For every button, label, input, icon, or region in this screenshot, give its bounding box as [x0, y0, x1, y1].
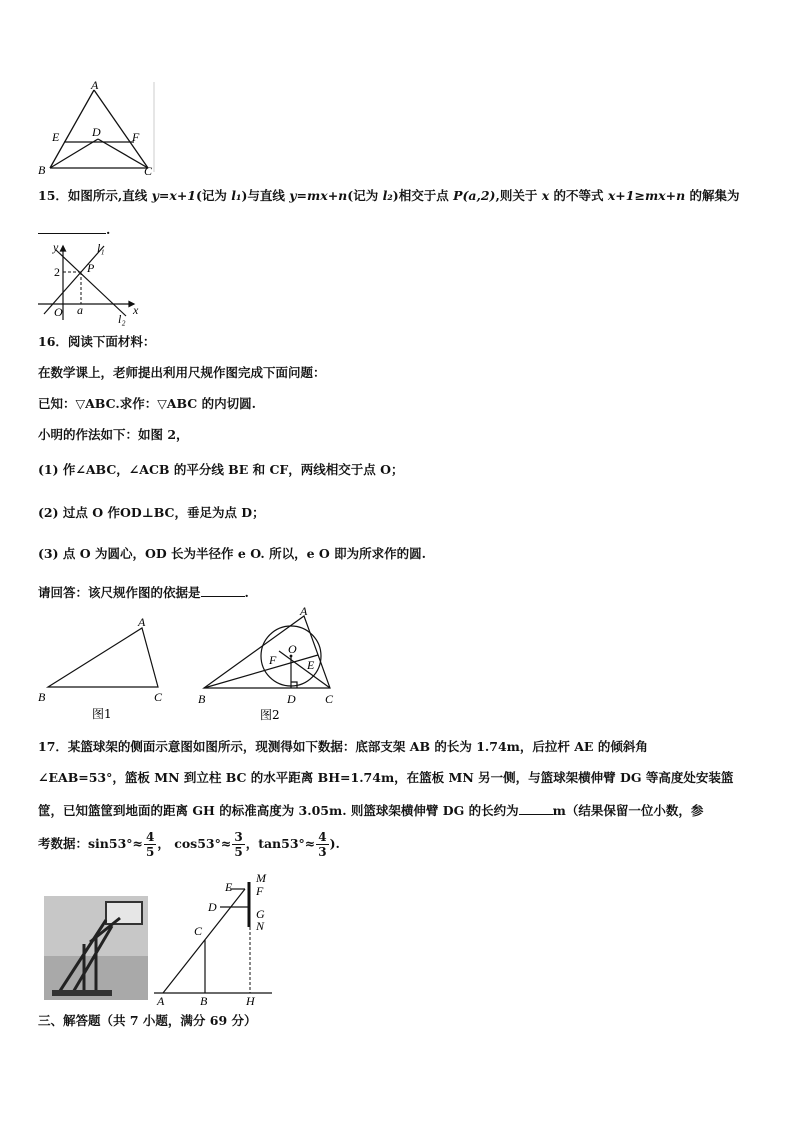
label-D: D	[92, 125, 101, 139]
q17-line4: 考数据：sin53°≈ $\frac{4}{5}$ ， cos53°≈ $\frac{3}{5}$ ，tan53°≈ $\frac{4}{3}$ ).	[38, 830, 340, 859]
fig1-label-C: C	[154, 690, 163, 704]
label-F: F	[132, 130, 140, 144]
fig2-label-A: A	[300, 606, 308, 618]
graph-label-l1: l₁	[97, 241, 105, 255]
diagram-label-D: D	[208, 900, 217, 914]
graph-label-l2: l₂	[118, 312, 126, 326]
diagram-label-G: G	[256, 907, 265, 921]
graph-label-y: y	[53, 240, 59, 254]
q16-ask: 请回答：该尺规作图的依据是 .	[38, 585, 249, 600]
cos-fraction: $\frac{3}{5}$	[234, 830, 243, 859]
fig2-label-B: B	[198, 692, 206, 706]
diagram-label-N: N	[256, 919, 265, 933]
fig2-label-D: D	[287, 692, 296, 706]
q15-graph	[34, 240, 144, 326]
diagram-label-E: E	[225, 880, 233, 894]
sin-fraction: $\frac{4}{5}$	[146, 830, 155, 859]
fig1-label-A: A	[138, 615, 146, 629]
diagram-label-H: H	[246, 994, 255, 1008]
photo-sketch	[44, 896, 148, 1000]
q16-line3: 已知：▽ABC.求作：▽ABC 的内切圆.	[38, 396, 256, 411]
q16-answer-blank[interactable]	[201, 584, 245, 597]
fig2-caption: 图2	[260, 708, 280, 722]
q17-line1: 17．某篮球架的侧面示意图如图所示，现测得如下数据：底部支架 AB 的长为 1.74m，后拉杆 AE 的倾斜角	[38, 739, 648, 754]
graph-label-x: x	[133, 303, 139, 317]
label-A: A	[91, 80, 99, 92]
graph-label-O: O	[54, 305, 63, 319]
q17-line3: 筐，已知篮筐到地面的距离 GH 的标准高度为 3.05m. 则篮球架横伸臂 DG 的长约为 m（结果保留一位小数，参	[38, 803, 704, 818]
diagram-label-C: C	[194, 924, 203, 938]
triangle-figure-top	[36, 80, 161, 176]
q16-line1: 16．阅读下面材料：	[38, 334, 156, 349]
q17-line2: ∠EAB=53°，篮板 MN 到立柱 BC 的水平距离 BH=1.74m，在篮板 MN 另一侧，与篮球架横伸臂 DG 等高度处安装篮	[38, 770, 734, 785]
fig1-label-B: B	[38, 690, 46, 704]
fig2-label-O: O	[288, 642, 297, 656]
label-B: B	[38, 163, 46, 176]
q16-figure1	[34, 612, 174, 722]
q16-line4: 小明的作法如下：如图 2，	[38, 427, 189, 442]
diagram-label-A: A	[157, 994, 165, 1008]
section-3-heading: 三、解答题（共 7 小题，满分 69 分）	[38, 1013, 257, 1028]
fig2-label-E: E	[307, 658, 315, 672]
q17-answer-blank[interactable]	[519, 802, 553, 815]
fig2-label-F: F	[269, 653, 277, 667]
q17-diagram	[150, 872, 280, 1008]
graph-label-a: a	[77, 303, 83, 317]
tan-fraction: $\frac{4}{3}$	[318, 830, 327, 859]
fig1-caption: 图1	[92, 707, 112, 721]
label-C: C	[144, 164, 153, 176]
diagram-label-B: B	[200, 994, 208, 1008]
q16-step2: (2) 过点 O 作OD⊥BC，垂足为点 D；	[38, 505, 265, 520]
graph-label-P: P	[87, 261, 95, 275]
q16-figure2	[194, 606, 344, 726]
diagram-label-F: F	[256, 884, 264, 898]
basketball-stand-photo	[44, 896, 148, 1000]
q15-text: 15．如图所示,直线 y=x+1(记为 l₁)与直线 y=mx+n(记为 l₂)相交于点 P(a,2),则关于 x 的不等式 x+1≥mx+n 的解集为	[38, 188, 740, 203]
q15-answer-blank[interactable]: .	[38, 221, 110, 238]
q16-line2: 在数学课上，老师提出利用尺规作图完成下面问题：	[38, 365, 326, 380]
diagram-label-M: M	[256, 872, 266, 885]
fig2-label-C: C	[325, 692, 334, 706]
label-E: E	[52, 130, 60, 144]
q16-step1: (1) 作∠ABC，∠ACB 的平分线 BE 和 CF，两线相交于点 O；	[38, 462, 404, 477]
q16-step3: (3) 点 O 为圆心，OD 长为半径作 e O. 所以，e O 即为所求作的圆.	[38, 546, 426, 561]
graph-label-2: 2	[54, 265, 60, 279]
